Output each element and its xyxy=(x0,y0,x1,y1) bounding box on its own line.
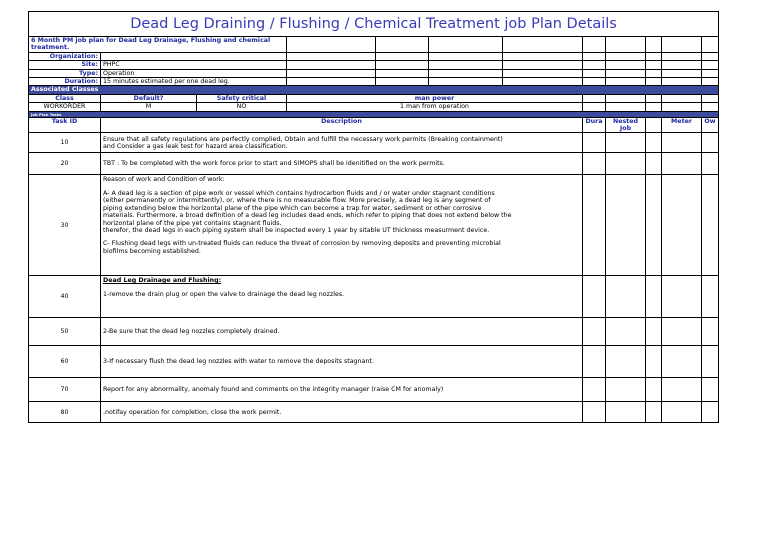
task-row xyxy=(29,346,719,378)
empty-cell xyxy=(606,52,646,60)
empty-cell xyxy=(606,318,646,346)
field-label: Organization: xyxy=(29,52,101,60)
empty-cell xyxy=(662,94,702,102)
empty-cell xyxy=(606,61,646,69)
task-id: 50 xyxy=(29,318,101,346)
empty-cell xyxy=(503,52,583,60)
empty-cell xyxy=(702,378,719,402)
meter-header: Meter xyxy=(662,117,702,133)
task-description-line: A- A dead leg is a section of pipe work or vessel which contains hydrocarbon fluids and / or water under stagnant conditions xyxy=(103,189,495,197)
empty-cell xyxy=(583,175,606,276)
empty-cell xyxy=(662,276,702,318)
task-description-line: TBT : To be completed with the work force prior to start and SIMOPS shall be idenitified on the work permits. xyxy=(103,160,445,168)
field-label: Site: xyxy=(29,61,101,69)
empty-cell xyxy=(606,133,646,153)
task-description xyxy=(101,133,583,153)
class-header: Class xyxy=(29,94,101,102)
empty-cell xyxy=(702,175,719,276)
task-description-line: C- Flushing dead legs with un-treated fluids can reduce the threat of corrosion by removing deposits and preventing microbial xyxy=(103,240,501,248)
task-description-line: horizontal plane of the pipe yet contains stagnant fluids. xyxy=(103,219,282,227)
safety-critical-header: Safety critical xyxy=(197,94,287,102)
empty-cell xyxy=(583,52,606,60)
empty-cell xyxy=(646,346,662,378)
empty-cell xyxy=(702,103,719,111)
empty-cell xyxy=(606,346,646,378)
empty-cell xyxy=(583,103,606,111)
empty-cell xyxy=(429,69,503,77)
empty-cell xyxy=(429,78,503,86)
empty-cell xyxy=(646,133,662,153)
empty-cell xyxy=(606,175,646,276)
associated-classes-label: Associated Classes xyxy=(29,86,719,94)
job-plan-tasks-label: Job Plan Tasks xyxy=(29,111,719,117)
empty-cell xyxy=(646,402,662,423)
empty-cell xyxy=(662,153,702,175)
empty-cell xyxy=(503,78,583,86)
empty-cell xyxy=(606,103,646,111)
empty-cell xyxy=(429,61,503,69)
field-row xyxy=(29,52,719,60)
field-row xyxy=(29,61,719,69)
empty-cell xyxy=(646,94,662,102)
empty-cell xyxy=(583,61,606,69)
empty-cell xyxy=(583,378,606,402)
duration-header: Dura xyxy=(583,117,606,133)
task-row xyxy=(29,318,719,346)
empty-cell xyxy=(376,69,429,77)
task-description-line: Report for any abnormality, anomaly found and comments on the integrity manager (raise CM for anomaly) xyxy=(103,386,444,394)
task-description-line: .notifay operation for completion, close the work permit. xyxy=(103,408,282,416)
empty-cell xyxy=(376,52,429,60)
empty-cell xyxy=(606,94,646,102)
task-description xyxy=(101,318,583,346)
task-row xyxy=(29,175,719,276)
empty-cell xyxy=(702,78,719,86)
empty-cell xyxy=(583,69,606,77)
empty-cell xyxy=(662,346,702,378)
empty-cell xyxy=(646,153,662,175)
task-description-line: materials. Furthermore, a broad definition of a dead leg includes dead ends, which refer to piping that does not extend below the xyxy=(103,212,512,220)
field-row xyxy=(29,78,719,86)
empty-cell xyxy=(287,69,376,77)
task-id: 60 xyxy=(29,346,101,378)
task-description-line: 2-Be sure that the dead leg nozzles completely drained. xyxy=(103,328,280,336)
empty-cell xyxy=(606,69,646,77)
task-description-line: and Consider a gas leak test for hazard area classification. xyxy=(103,142,288,150)
field-label: Type: xyxy=(29,69,101,77)
empty-cell xyxy=(646,69,662,77)
task-description-line: 1-remove the drain plug or open the valve to drainage the dead leg nozzles. xyxy=(103,290,345,298)
empty-cell xyxy=(702,153,719,175)
empty-cell xyxy=(662,52,702,60)
empty-cell xyxy=(646,378,662,402)
task-description xyxy=(101,346,583,378)
safety-critical-value: NO xyxy=(197,103,287,111)
empty-cell xyxy=(606,276,646,318)
empty-cell xyxy=(646,175,662,276)
task-description-line: (either permanently or intermittently), or, where there is no measurable flow. More precisely, a dead leg is any segment of xyxy=(103,197,491,205)
empty-cell xyxy=(503,69,583,77)
field-label: Duration: xyxy=(29,78,101,86)
empty-cell xyxy=(646,52,662,60)
empty-cell xyxy=(503,61,583,69)
empty-cell xyxy=(702,346,719,378)
empty-cell xyxy=(702,52,719,60)
empty-cell xyxy=(287,52,376,60)
default-header: Default? xyxy=(101,94,197,102)
task-row xyxy=(29,378,719,402)
field-value: PHPC xyxy=(101,61,287,69)
empty-cell xyxy=(702,402,719,423)
empty-cell xyxy=(646,117,662,133)
field-row xyxy=(29,69,719,77)
empty-cell xyxy=(583,318,606,346)
empty-cell xyxy=(606,153,646,175)
job-plan-sheet xyxy=(28,11,718,423)
task-description-line: biofilms becoming established. xyxy=(103,247,201,255)
task-id: 20 xyxy=(29,153,101,175)
empty-cell xyxy=(662,378,702,402)
empty-cell xyxy=(287,78,376,86)
task-row xyxy=(29,133,719,153)
task-description-line: therefor, the dead legs in each piping system shall be inspected every 1 year by sitable UT thickness measurment device. xyxy=(103,226,490,234)
man-power-value: 1 man from operation xyxy=(287,103,583,111)
empty-cell xyxy=(646,318,662,346)
task-id: 30 xyxy=(29,175,101,276)
empty-cell xyxy=(583,276,606,318)
empty-cell xyxy=(702,276,719,318)
task-row xyxy=(29,402,719,423)
task-description-line: Ensure that all safety regulations are perfectly complied, Obtain and fulfill the necessary work permits (Breaking containment) xyxy=(103,135,503,143)
empty-cell xyxy=(376,61,429,69)
empty-cell xyxy=(606,402,646,423)
empty-cell xyxy=(662,103,702,111)
class-value-row xyxy=(29,103,719,111)
empty-cell xyxy=(646,276,662,318)
empty-cell xyxy=(702,318,719,346)
task-row xyxy=(29,276,719,318)
empty-cell xyxy=(583,402,606,423)
job-plan-table xyxy=(28,11,719,423)
empty-cell xyxy=(583,78,606,86)
empty-cell xyxy=(646,61,662,69)
empty-cell xyxy=(376,78,429,86)
empty-cell xyxy=(662,402,702,423)
class-header-row xyxy=(29,94,719,102)
empty-cell xyxy=(606,378,646,402)
empty-cell xyxy=(662,318,702,346)
task-description-line: Reason of work and Condition of work: xyxy=(103,176,225,184)
field-value: 15 minutes estimated per one dead leg. xyxy=(101,78,287,86)
task-description xyxy=(101,276,583,318)
task-id: 80 xyxy=(29,402,101,423)
task-description xyxy=(101,402,583,423)
task-header-row xyxy=(29,117,719,133)
description-header: Description xyxy=(101,117,583,133)
task-heading: Dead Leg Drainage and Flushing: xyxy=(103,277,222,285)
empty-cell xyxy=(702,69,719,77)
task-id: 40 xyxy=(29,276,101,318)
task-id-header: Task ID xyxy=(29,117,101,133)
empty-cell xyxy=(583,94,606,102)
page-title: Dead Leg Draining / Flushing / Chemical Treatment job Plan Details xyxy=(29,12,719,37)
field-value xyxy=(101,52,287,60)
default-value: M xyxy=(101,103,197,111)
task-description xyxy=(101,175,583,276)
empty-cell xyxy=(662,69,702,77)
empty-cell xyxy=(702,61,719,69)
class-value: WORKORDER xyxy=(29,103,101,111)
task-id: 70 xyxy=(29,378,101,402)
empty-cell xyxy=(702,94,719,102)
task-description-line: 3-If necessary flush the dead leg nozzles with water to remove the deposits stagnant. xyxy=(103,358,374,366)
empty-cell xyxy=(662,175,702,276)
nested-job-header: Nested Job xyxy=(606,117,646,133)
empty-cell xyxy=(662,78,702,86)
empty-cell xyxy=(287,61,376,69)
empty-cell xyxy=(606,78,646,86)
empty-cell xyxy=(583,133,606,153)
task-description xyxy=(101,153,583,175)
empty-cell xyxy=(583,153,606,175)
empty-cell xyxy=(662,133,702,153)
empty-cell xyxy=(646,103,662,111)
task-row xyxy=(29,153,719,175)
associated-classes-band xyxy=(29,86,719,94)
plan-description: 6 Month PM job plan for Dead Leg Drainage, Flushing and chemical treatment. xyxy=(29,37,287,53)
man-power-header: man power xyxy=(287,94,583,102)
empty-cell xyxy=(702,133,719,153)
field-value: Operation xyxy=(101,69,287,77)
task-id: 10 xyxy=(29,133,101,153)
task-description xyxy=(101,378,583,402)
empty-cell xyxy=(646,78,662,86)
task-description-line: piping extending below the horizontal plane of the pipe which can become a trap for water, sediment or other corrosive xyxy=(103,204,482,212)
empty-cell xyxy=(429,52,503,60)
empty-cell xyxy=(662,61,702,69)
owner-header: Ow xyxy=(702,117,719,133)
empty-cell xyxy=(583,346,606,378)
